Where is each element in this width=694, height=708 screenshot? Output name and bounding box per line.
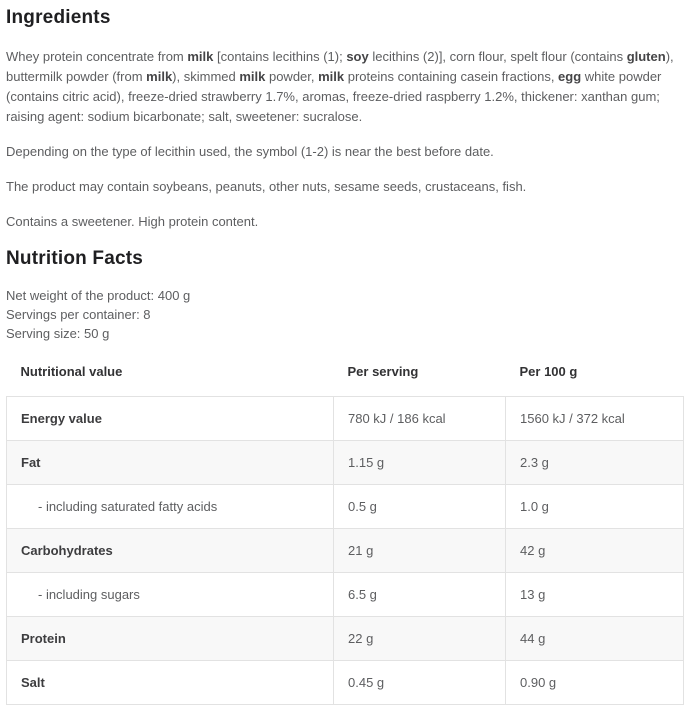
allergen-emphasis: milk	[239, 69, 266, 84]
allergen-emphasis: milk	[318, 69, 345, 84]
header-per-100g: Per 100 g	[506, 358, 684, 397]
nutrient-label: - including sugars	[7, 573, 334, 617]
per-100g-value: 1560 kJ / 372 kcal	[506, 397, 684, 441]
table-row-salt	[7, 661, 684, 705]
per-serving-value: 21 g	[334, 529, 506, 573]
sweetener-note: Contains a sweetener. High protein content.	[6, 214, 259, 229]
nutrient-label: Protein	[7, 617, 334, 661]
lecithin-note: Depending on the type of lecithin used, the symbol (1-2) is near the best before date.	[6, 144, 494, 159]
nutrient-label: Energy value	[7, 397, 334, 441]
ingredient-text: Whey protein concentrate from	[6, 49, 188, 64]
per-serving-value: 6.5 g	[334, 573, 506, 617]
table-row-fat	[7, 441, 684, 485]
table-row-sugars	[7, 573, 684, 617]
table-row-saturated-fat	[7, 485, 684, 529]
nutrient-label: - including saturated fatty acids	[7, 485, 334, 529]
ingredients-paragraph	[6, 47, 683, 127]
nutrition-facts-section	[6, 247, 683, 705]
per-100g-value: 2.3 g	[506, 441, 684, 485]
nutrient-label: Fat	[7, 441, 334, 485]
ingredient-text: white powder (contains citric acid), freeze-dried strawberry 1.7%, aromas, freeze-dried raspberry 1.2%, thickener: xanthan gum; raising agent: sodium bicarbonate; salt, sweetener: sucralose.	[6, 69, 662, 124]
ingredient-text: powder,	[265, 69, 319, 84]
table-row-protein	[7, 617, 684, 661]
per-100g-value: 42 g	[506, 529, 684, 573]
header-per-serving: Per serving	[334, 358, 506, 397]
header-nutritional-value: Nutritional value	[7, 358, 334, 397]
per-100g-value: 1.0 g	[506, 485, 684, 529]
table-row-carbohydrates	[7, 529, 684, 573]
nutrient-label: Salt	[7, 661, 334, 705]
ingredient-text: [contains lecithins (1);	[213, 49, 347, 64]
per-serving-value: 1.15 g	[334, 441, 506, 485]
per-serving-value: 0.45 g	[334, 661, 506, 705]
per-100g-value: 13 g	[506, 573, 684, 617]
per-serving-value: 0.5 g	[334, 485, 506, 529]
ingredients-section	[6, 6, 683, 232]
table-row-energy	[7, 397, 684, 441]
nutrition-facts-title: Nutrition Facts	[6, 248, 144, 269]
ingredients-title: Ingredients	[6, 7, 111, 28]
per-serving-value: 22 g	[334, 617, 506, 661]
allergen-emphasis: egg	[558, 69, 582, 84]
nutrition-table	[6, 358, 684, 705]
nutrient-label: Carbohydrates	[7, 529, 334, 573]
allergen-emphasis: milk	[146, 69, 173, 84]
ingredient-text: ), buttermilk powder (from	[6, 49, 674, 84]
serving-size-line: Serving size: 50 g	[6, 326, 110, 341]
per-serving-value: 780 kJ / 186 kcal	[334, 397, 506, 441]
allergen-emphasis: milk	[187, 49, 214, 64]
per-100g-value: 44 g	[506, 617, 684, 661]
ingredient-text: proteins containing casein fractions,	[344, 69, 559, 84]
servings-per-container-line: Servings per container: 8	[6, 307, 151, 322]
may-contain-note: The product may contain soybeans, peanuts, other nuts, sesame seeds, crustaceans, fish.	[6, 179, 527, 194]
allergen-emphasis: gluten	[626, 49, 666, 64]
ingredient-text: lecithins (2)], corn flour, spelt flour (contains	[368, 49, 627, 64]
net-weight-line: Net weight of the product: 400 g	[6, 288, 191, 303]
table-header-row	[7, 358, 684, 397]
allergen-emphasis: soy	[346, 49, 369, 64]
per-100g-value: 0.90 g	[506, 661, 684, 705]
ingredient-text: ), skimmed	[172, 69, 240, 84]
